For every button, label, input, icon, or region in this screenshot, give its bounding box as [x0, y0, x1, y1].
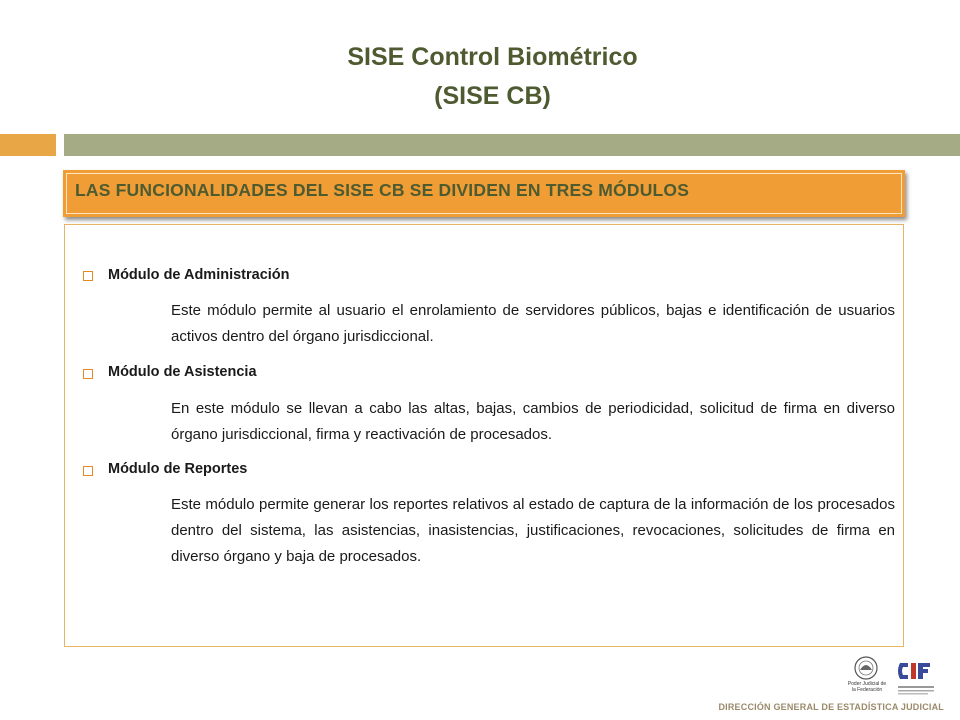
module-title-administracion: Módulo de Administración: [108, 267, 290, 283]
module-description-administracion: Este módulo permite al usuario el enrolamiento de servidores públicos, bajas e identificación de usuarios activos dentro del órgano jurisdiccional.: [171, 302, 895, 345]
accent-bar-olive: [64, 134, 960, 156]
cjf-logo-icon: [894, 655, 952, 700]
module-title-asistencia: Módulo de Asistencia: [108, 364, 257, 380]
section-banner: [63, 170, 905, 217]
module-description-reportes: Este módulo permite generar los reportes relativos al estado de captura de la información de los procesados dentro del sistema, las asistencias, inasistencias, justificaciones, revocaciones, solicitudes de firma en diverso órgano y baja de procesados.: [171, 496, 895, 565]
bullet-square-icon: [83, 369, 93, 379]
bullet-square-icon: [83, 271, 93, 281]
module-title-reportes: Módulo de Reportes: [108, 461, 248, 477]
title-line-2: (SISE CB): [434, 82, 551, 110]
footer-text: DIRECCIÓN GENERAL DE ESTADÍSTICA JUDICIAL: [718, 702, 944, 712]
seal-caption: Poder Judicial de la Federación: [847, 681, 887, 693]
accent-bar-orange: [0, 134, 56, 156]
slide-title: [0, 38, 960, 116]
module-description-asistencia: En este módulo se llevan a cabo las altas, bajas, cambios de periodicidad, solicitud de firma en diverso órgano jurisdiccional, firma y reactivación de procesados.: [171, 400, 895, 443]
banner-text: LAS FUNCIONALIDADES DEL SISE CB SE DIVIDEN EN TRES MÓDULOS: [75, 180, 690, 200]
title-line-1: SISE Control Biométrico: [347, 43, 638, 71]
bullet-square-icon: [83, 466, 93, 476]
